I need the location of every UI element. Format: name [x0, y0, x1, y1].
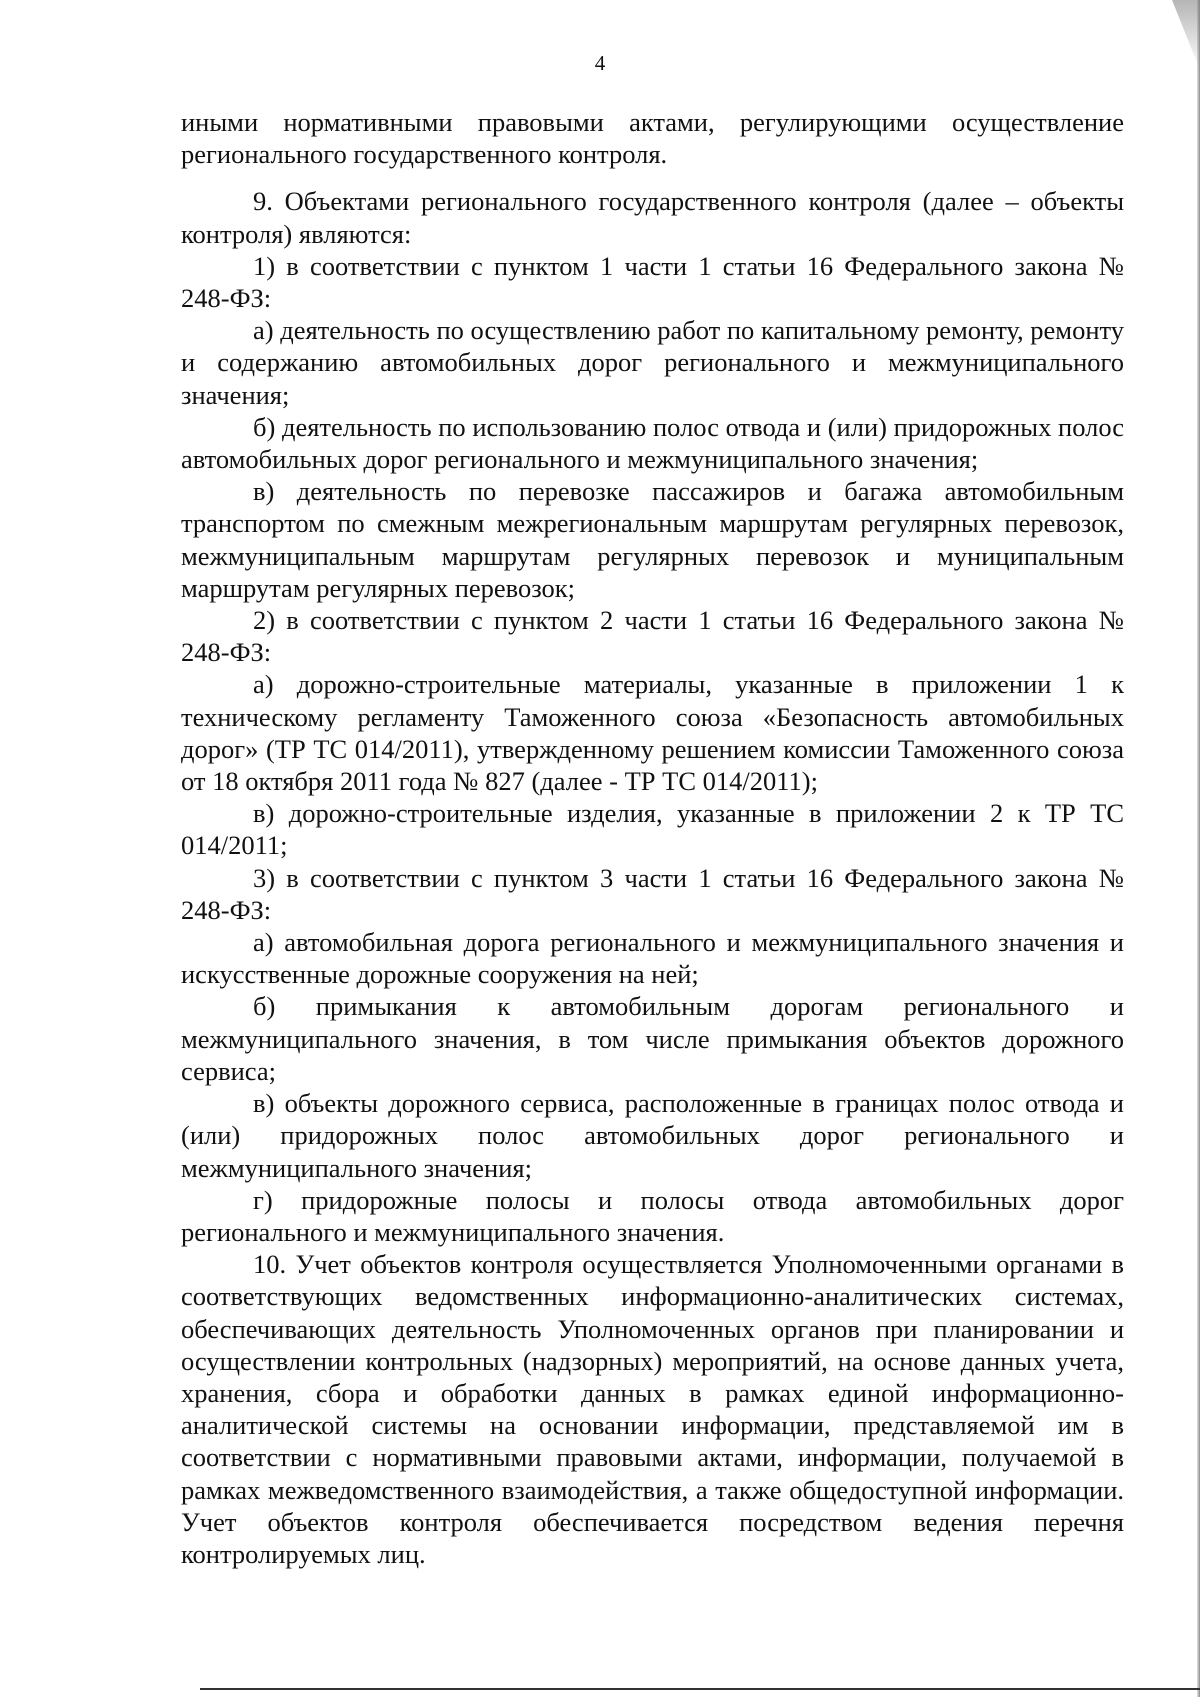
paragraph-subitem-3v: в) объекты дорожного сервиса, расположенные в границах полос отвода и (или) придорожных полос автомобильных дорог регионального и межмуниципального значения;: [181, 1088, 1124, 1183]
paragraph-subitem-2v: в) дорожно-строительные изделия, указанные в приложении 2 к ТР ТС 014/2011;: [181, 798, 1124, 861]
paragraph-item-10: 10. Учет объектов контроля осуществляется Уполномоченными органами в соответствующих ведомственных информационно-аналитических системах, обеспечивающих деятельность Уполномоченных органов при планировании и осуществлении контрольных (надзорных) мероприятий, на основе данных учета, хранения, сбора и обработки данных в рамках единой информационно-аналитической системы на основании информации, представляемой им в соответствии с нормативными правовыми актами, информации, получаемой в рамках межведомственного взаимодействия, а также общедоступной информации. Учет объектов контроля обеспечивается посредством ведения перечня контролируемых лиц.: [181, 1249, 1124, 1569]
paragraph-subitem-1b: б) деятельность по использованию полос отвода и (или) придорожных полос автомобильных дорог регионального и межмуниципального значения;: [181, 411, 1124, 475]
paragraph-subitem-1: 1) в соответствии с пунктом 1 части 1 статьи 16 Федерального закона № 248-ФЗ:: [181, 250, 1124, 314]
paragraph-subitem-3g: г) придорожные полосы и полосы отвода автомобильных дорог регионального и межмуниципального значения.: [181, 1184, 1124, 1247]
paragraph-subitem-2a: а) дорожно-строительные материалы, указанные в приложении 1 к техническому регламенту Таможенного союза «Безопасность автомобильных дорог» (ТР ТС 014/2011), утвержденному решением комиссии Таможенного союза от 18 октября 2011 года № 827 (далее - ТР ТС 014/2011);: [181, 669, 1124, 797]
paragraph-subitem-2: 2) в соответствии с пунктом 2 части 1 статьи 16 Федерального закона № 248-ФЗ:: [181, 605, 1124, 668]
page-bottom-edge: [200, 1688, 1200, 1690]
paragraph-subitem-3: 3) в соответствии с пунктом 3 части 1 статьи 16 Федерального закона № 248-ФЗ:: [181, 862, 1124, 925]
page-number: 4: [594, 51, 606, 75]
paragraph-gap: [181, 170, 1124, 185]
paragraph-subitem-1a: а) деятельность по осуществлению работ по капитальному ремонту, ремонту и содержанию автомобильных дорог регионального и межмуниципального значения;: [181, 315, 1124, 410]
paragraph-subitem-3b: б) примыкания к автомобильным дорогам регионального и межмуниципального значения, в том числе примыкания объектов дорожного сервиса;: [181, 991, 1124, 1086]
document-body: [181, 106, 1124, 1570]
paragraph-subitem-3a: а) автомобильная дорога регионального и межмуниципального значения и искусственные дорожные сооружения на ней;: [181, 927, 1124, 990]
paragraph-item-9: 9. Объектами регионального государственного контроля (далее – объекты контроля) являются:: [181, 186, 1124, 249]
paragraph-continuation: иными нормативными правовыми актами, регулирующими осуществление регионального государственного контроля.: [181, 107, 1124, 170]
paragraph-subitem-1v: в) деятельность по перевозке пассажиров и багажа автомобильным транспортом по смежным межрегиональным маршрутам регулярных перевозок, межмуниципальным маршрутам регулярных перевозок и муниципальным маршрутам регулярных перевозок;: [181, 476, 1124, 603]
